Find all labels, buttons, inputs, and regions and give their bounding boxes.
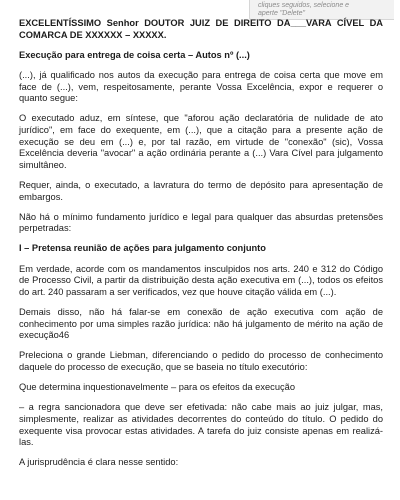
document-address: EXCELENTÍSSIMO Senhor DOUTOR JUIZ DE DIREITO DA___VARA CÍVEL DA COMARCA DE XXXXXX – XXXXX.	[19, 18, 383, 40]
paragraph-rule: – a regra sancionadora que deve ser efetivada: não cabe mais ao juiz julgar, mas, simplesmente, realizar as atividades decorrentes do conteúdo do título. O pedido do exequente visa provocar estas atividades. A tarefa do juiz consiste apenas em realizá-las.	[19, 402, 383, 448]
instruction-line-1: cliques seguidos, selecione e	[258, 2, 350, 9]
paragraph-connection: Demais disso, não há falar-se em conexão de ação executiva com ação de conhecimento por uma simples razão jurídica: não há julgamento de mérito na ação de execução46	[19, 307, 383, 341]
paragraph-jurisprudence: A jurisprudência é clara nesse sentido:	[19, 457, 179, 468]
paragraph-claims: Não há o mínimo fundamento jurídico e legal para qualquer das absurdas pretensões perpetradas:	[19, 211, 383, 234]
paragraph-liebman: Preleciona o grande Liebman, diferenciando o pedido do processo de conhecimento daquele do processo de execução, que se baseia no título executório:	[19, 350, 383, 372]
paragraph-facts: O executado aduz, em síntese, que "aforou ação declaratória de nulidade de ato jurídico", em face do exequente, em (...), que a citação para a presente ação de execução se deu em (...) e, por tal razão, em virtude de "conexão" (sic), Vossa Excelência deveria "avocar" a ação ordinária perante a (...) Vara Cível para julgamento simultâneo.	[19, 113, 383, 170]
paragraph-articles: Em verdade, acorde com os mandamentos insculpidos nos arts. 240 e 312 do Código de Processo Civil, a partir da distribuição desta ação executiva em (...), todos os efeitos do art. 240 passaram a ser verificados, vez que houve citação válida em (...).	[19, 263, 383, 297]
paragraph-request: Requer, ainda, o executado, a lavratura do termo de depósito para apresentação de embargos.	[19, 179, 383, 202]
document-body[interactable]	[19, 18, 383, 478]
instruction-line-2: aperte "Delete"	[258, 10, 305, 17]
document-title: Execução para entrega de coisa certa – Autos nº (...)	[19, 49, 250, 60]
paragraph-determines: Que determina inquestionavelmente – para os efeitos da execução	[19, 382, 295, 393]
instruction-tooltip	[249, 0, 394, 20]
paragraph-intro: (...), já qualificado nos autos da execução para entrega de coisa certa que move em face de (...), vem, respeitosamente, perante Vossa Excelência, expor e requerer o quanto segue:	[19, 69, 383, 104]
section-title-1: I – Pretensa reunião de ações para julgamento conjunto	[19, 243, 266, 254]
